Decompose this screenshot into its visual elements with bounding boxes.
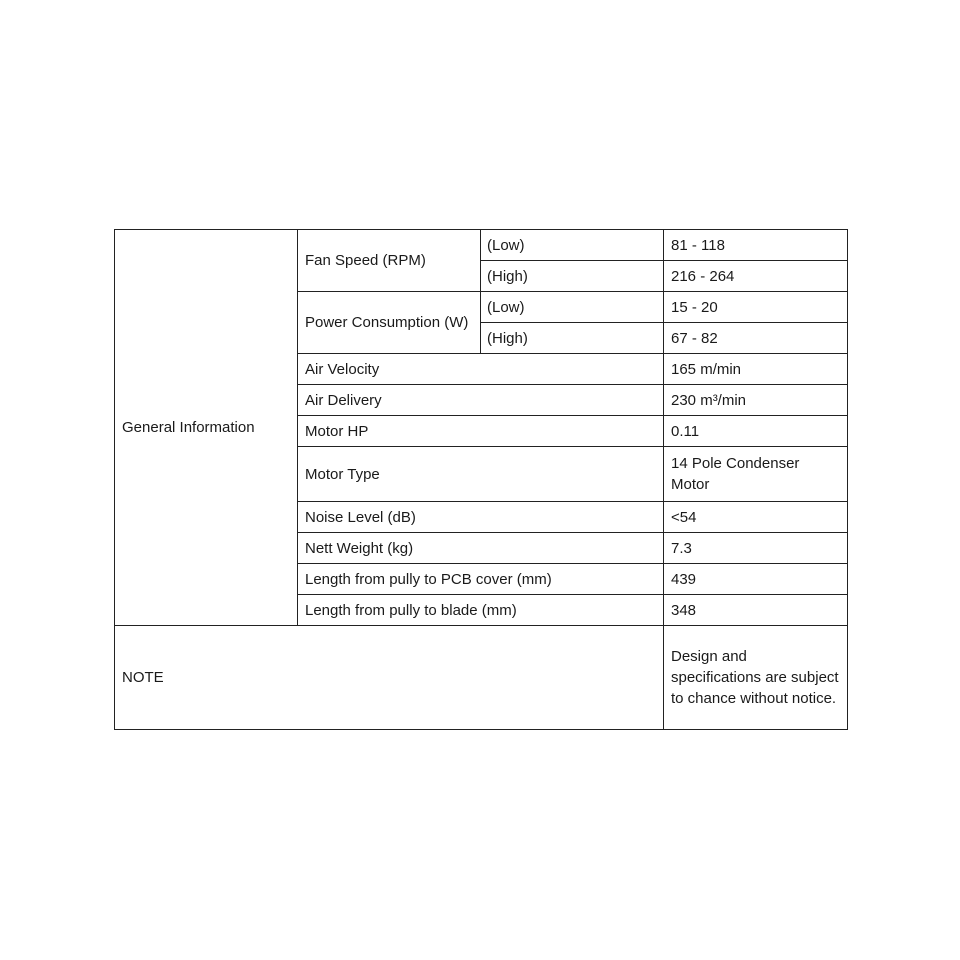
air-velocity-value: 165 m/min [664, 354, 848, 385]
fan-speed-low-row [115, 230, 848, 261]
power-consumption-label: Power Consumption (W) [298, 292, 481, 354]
fan-speed-low-label: (Low) [481, 230, 664, 261]
motor-type-value: 14 Pole Condenser Motor [664, 447, 848, 502]
air-delivery-label: Air Delivery [298, 385, 664, 416]
air-delivery-value: 230 m³/min [664, 385, 848, 416]
motor-hp-value: 0.11 [664, 416, 848, 447]
note-label: NOTE [115, 626, 664, 730]
power-consumption-high-value: 67 - 82 [664, 323, 848, 354]
noise-level-value: <54 [664, 502, 848, 533]
specifications-table [114, 229, 848, 730]
fan-speed-high-label: (High) [481, 261, 664, 292]
fan-speed-label: Fan Speed (RPM) [298, 230, 481, 292]
power-consumption-low-value: 15 - 20 [664, 292, 848, 323]
noise-level-label: Noise Level (dB) [298, 502, 664, 533]
fan-speed-high-value: 216 - 264 [664, 261, 848, 292]
air-velocity-label: Air Velocity [298, 354, 664, 385]
nett-weight-label: Nett Weight (kg) [298, 533, 664, 564]
power-consumption-low-label: (Low) [481, 292, 664, 323]
length-blade-value: 348 [664, 595, 848, 626]
section-label-cell: General Information [115, 230, 298, 626]
note-row [115, 626, 848, 730]
motor-hp-label: Motor HP [298, 416, 664, 447]
note-text: Design and specifications are subject to chance without notice. [664, 626, 848, 730]
power-consumption-high-label: (High) [481, 323, 664, 354]
length-pcb-cover-label: Length from pully to PCB cover (mm) [298, 564, 664, 595]
nett-weight-value: 7.3 [664, 533, 848, 564]
length-pcb-cover-value: 439 [664, 564, 848, 595]
length-blade-label: Length from pully to blade (mm) [298, 595, 664, 626]
fan-speed-low-value: 81 - 118 [664, 230, 848, 261]
motor-type-label: Motor Type [298, 447, 664, 502]
